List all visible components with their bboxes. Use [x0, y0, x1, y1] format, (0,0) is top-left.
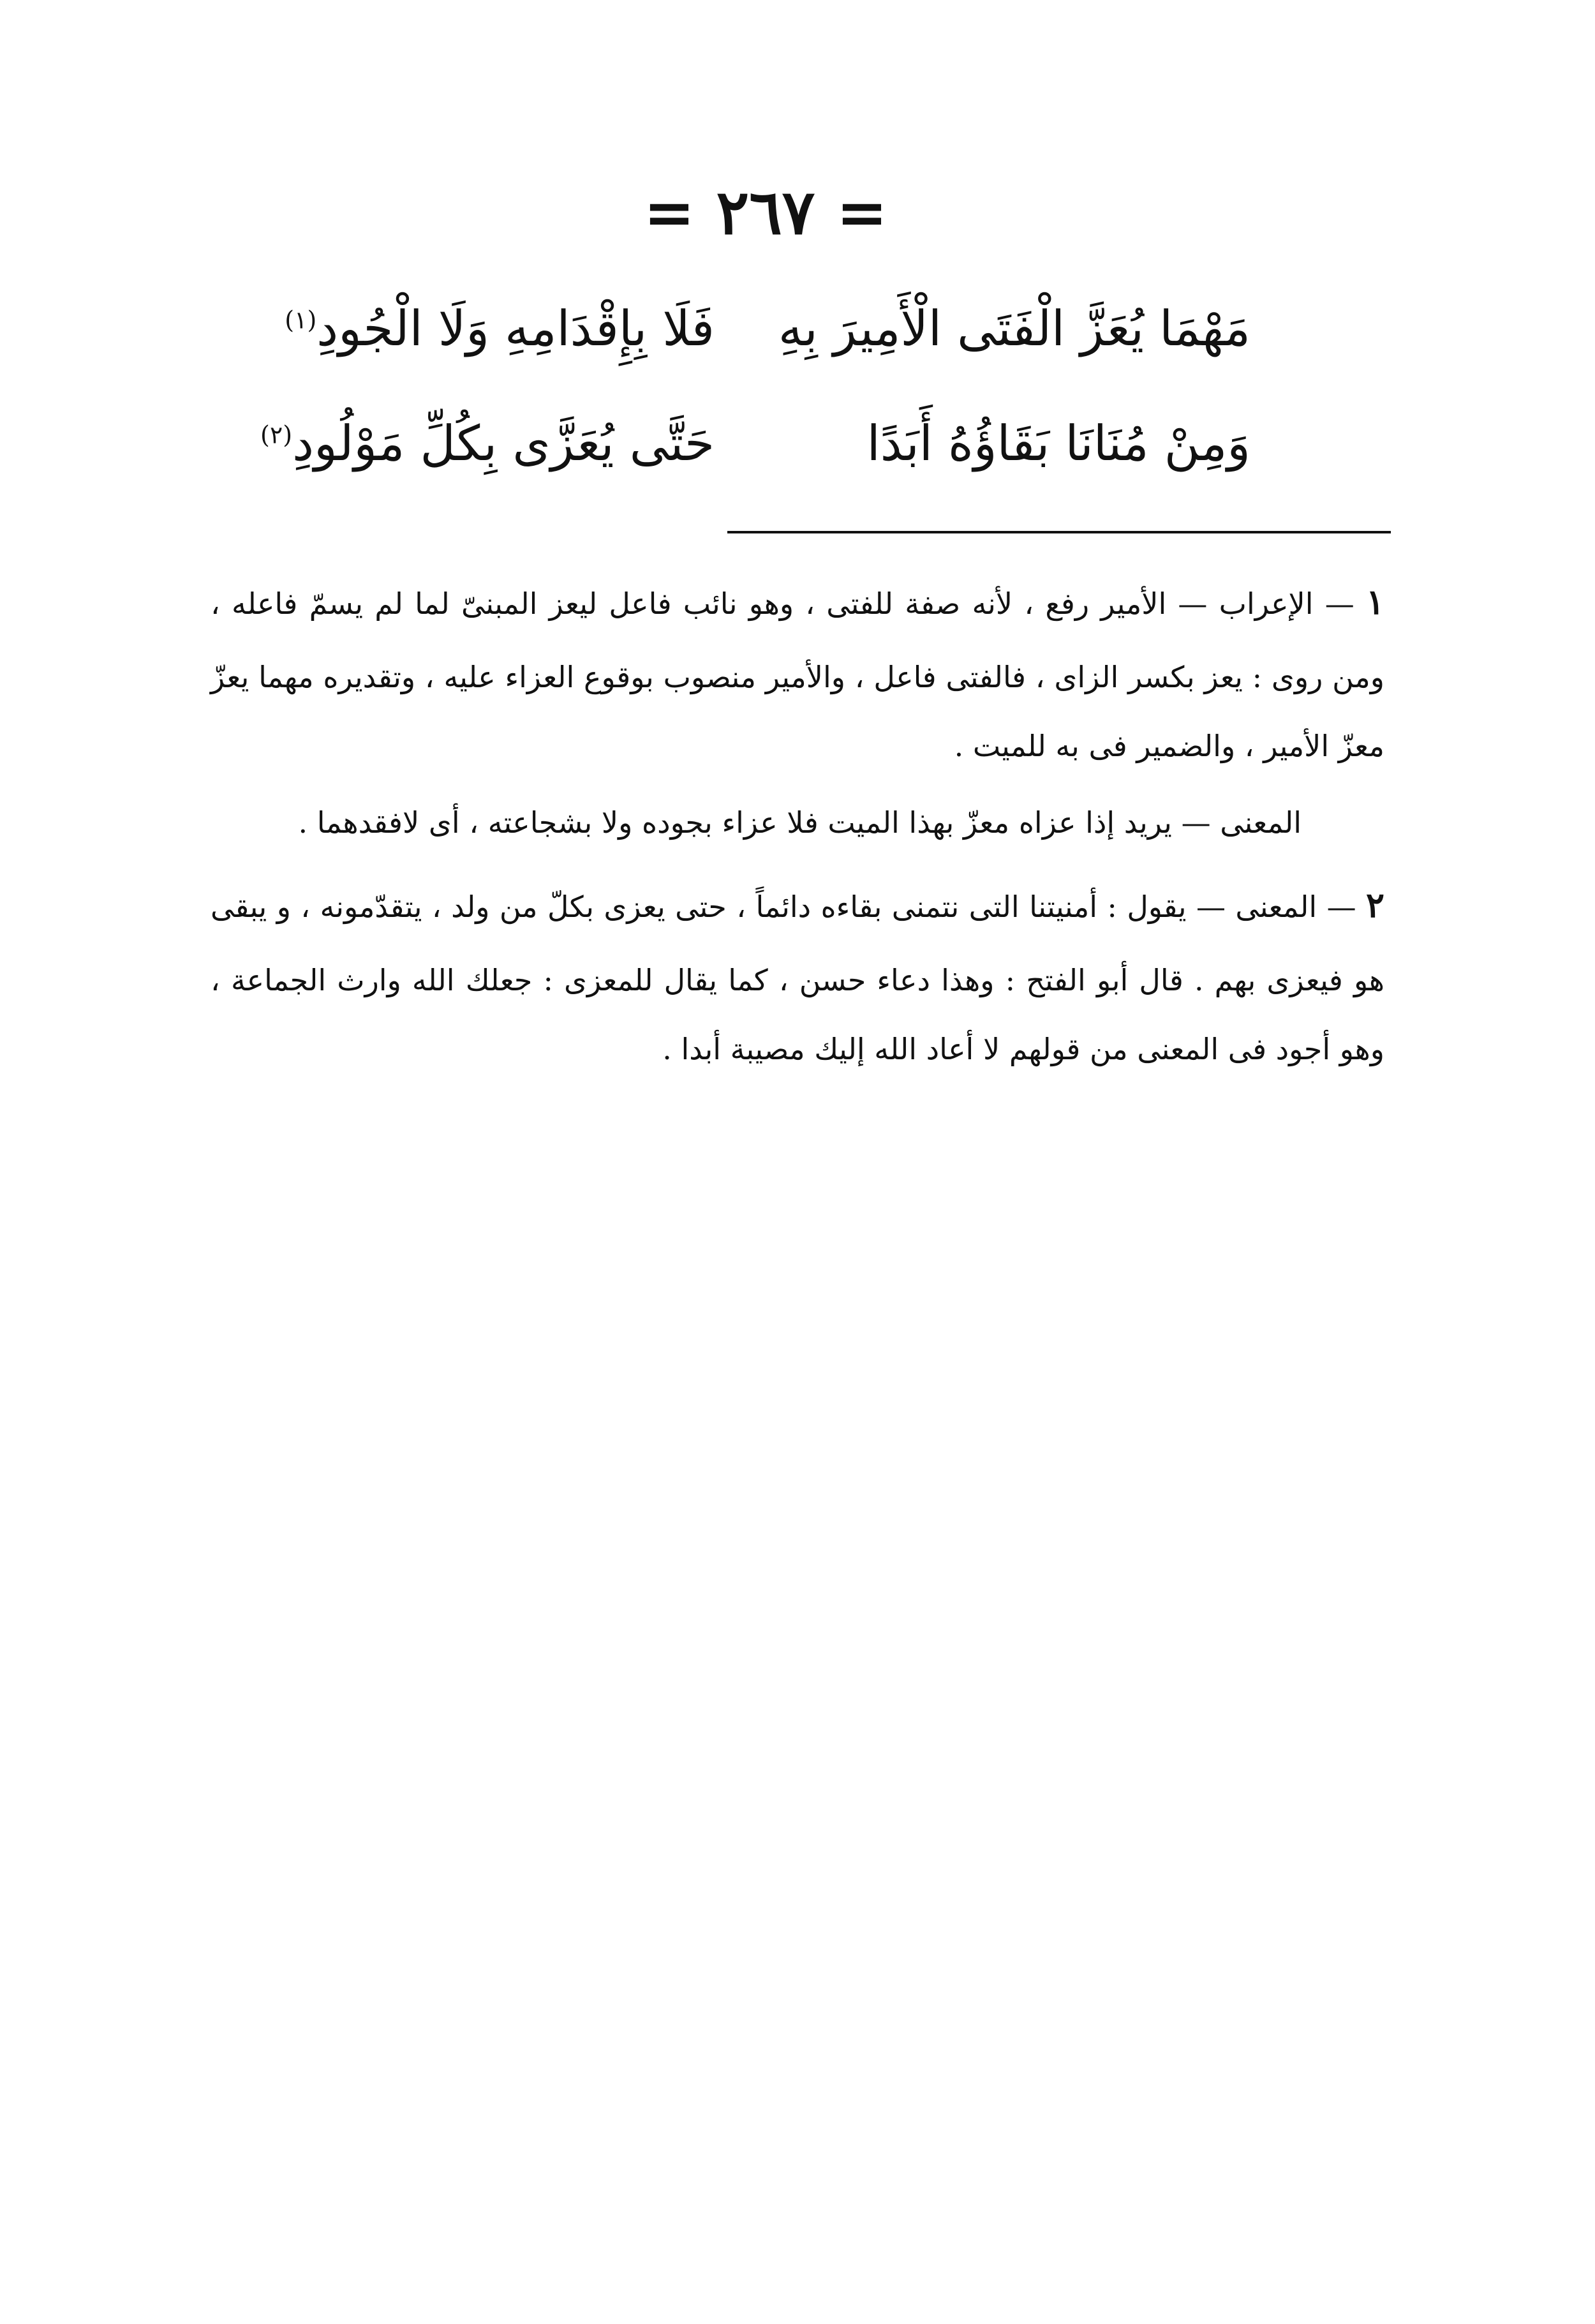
footnote-2-number: ٢	[1365, 884, 1384, 926]
verse-2-second-text: حَتَّى يُعَزَّى بِكُلِّ مَوْلُودِ	[292, 414, 715, 472]
footnote-1-meaning	[211, 788, 1384, 857]
verse-1-first-hemistich: مَهْمَا يُعَزَّ الْفَتَى الْأَمِيرَ بِهِ	[778, 299, 1250, 357]
footnote-separator-rule	[727, 531, 1391, 533]
verse-2-second-hemistich	[260, 412, 715, 475]
verse-line-1	[285, 281, 1250, 376]
footnote-1-meaning-text: المعنى — يريد إذا عزاه معزّ بهذا الميت فلا عزاء بجوده ولا بشجاعته ، أى لافقدهما .	[298, 805, 1302, 840]
footnote-1-text: — الإعراب — الأمير رفع ، لأنه صفة للفتى ، وهو نائب فاعل ليعز المبنىّ لما لم يسمّ فاعله ، ومن روى : يعز بكسر الزاى ، فالفتى فاعل ، والأمير منصوب بوقوع العزاء عليه ، وتقديره مهما يعزّ معزّ الأمير ، والضمير فى به للميت .	[211, 586, 1384, 763]
verse-2-first-hemistich: وَمِنْ مُنَانَا بَقَاؤُهُ أَبَدًا	[866, 414, 1250, 472]
footnote-1-number: ١	[1366, 581, 1385, 622]
verse-line-2	[260, 396, 1250, 491]
footnotes	[211, 562, 1384, 1084]
footnote-2-text: — المعنى — يقول : أمنيتنا التى نتمنى بقاءه دائماً ، حتى يعزى بكلّ من ولد ، يتقدّمونه ، و يبقى هو فيعزى بهم . قال أبو الفتح : وهذا دعاء حسن ، كما يقال للمعزى : جعلك الله وارث الجماعة ، وهو أجود فى المعنى من قولهم لا أعاد الله إليك مصيبة أبدا .	[211, 890, 1384, 1067]
footnote-2	[211, 865, 1384, 1084]
verse-1-second-text: فَلَا بِإِقْدَامِهِ وَلَا الْجُودِ	[316, 299, 715, 357]
verse-1-second-hemistich	[285, 297, 715, 361]
page-number: = ٢٦٧ =	[643, 176, 888, 248]
poem-verses	[260, 281, 1250, 510]
footnote-ref-1: (١)	[285, 306, 317, 334]
footnote-1	[211, 562, 1384, 780]
footnote-ref-2: (٢)	[260, 421, 293, 449]
